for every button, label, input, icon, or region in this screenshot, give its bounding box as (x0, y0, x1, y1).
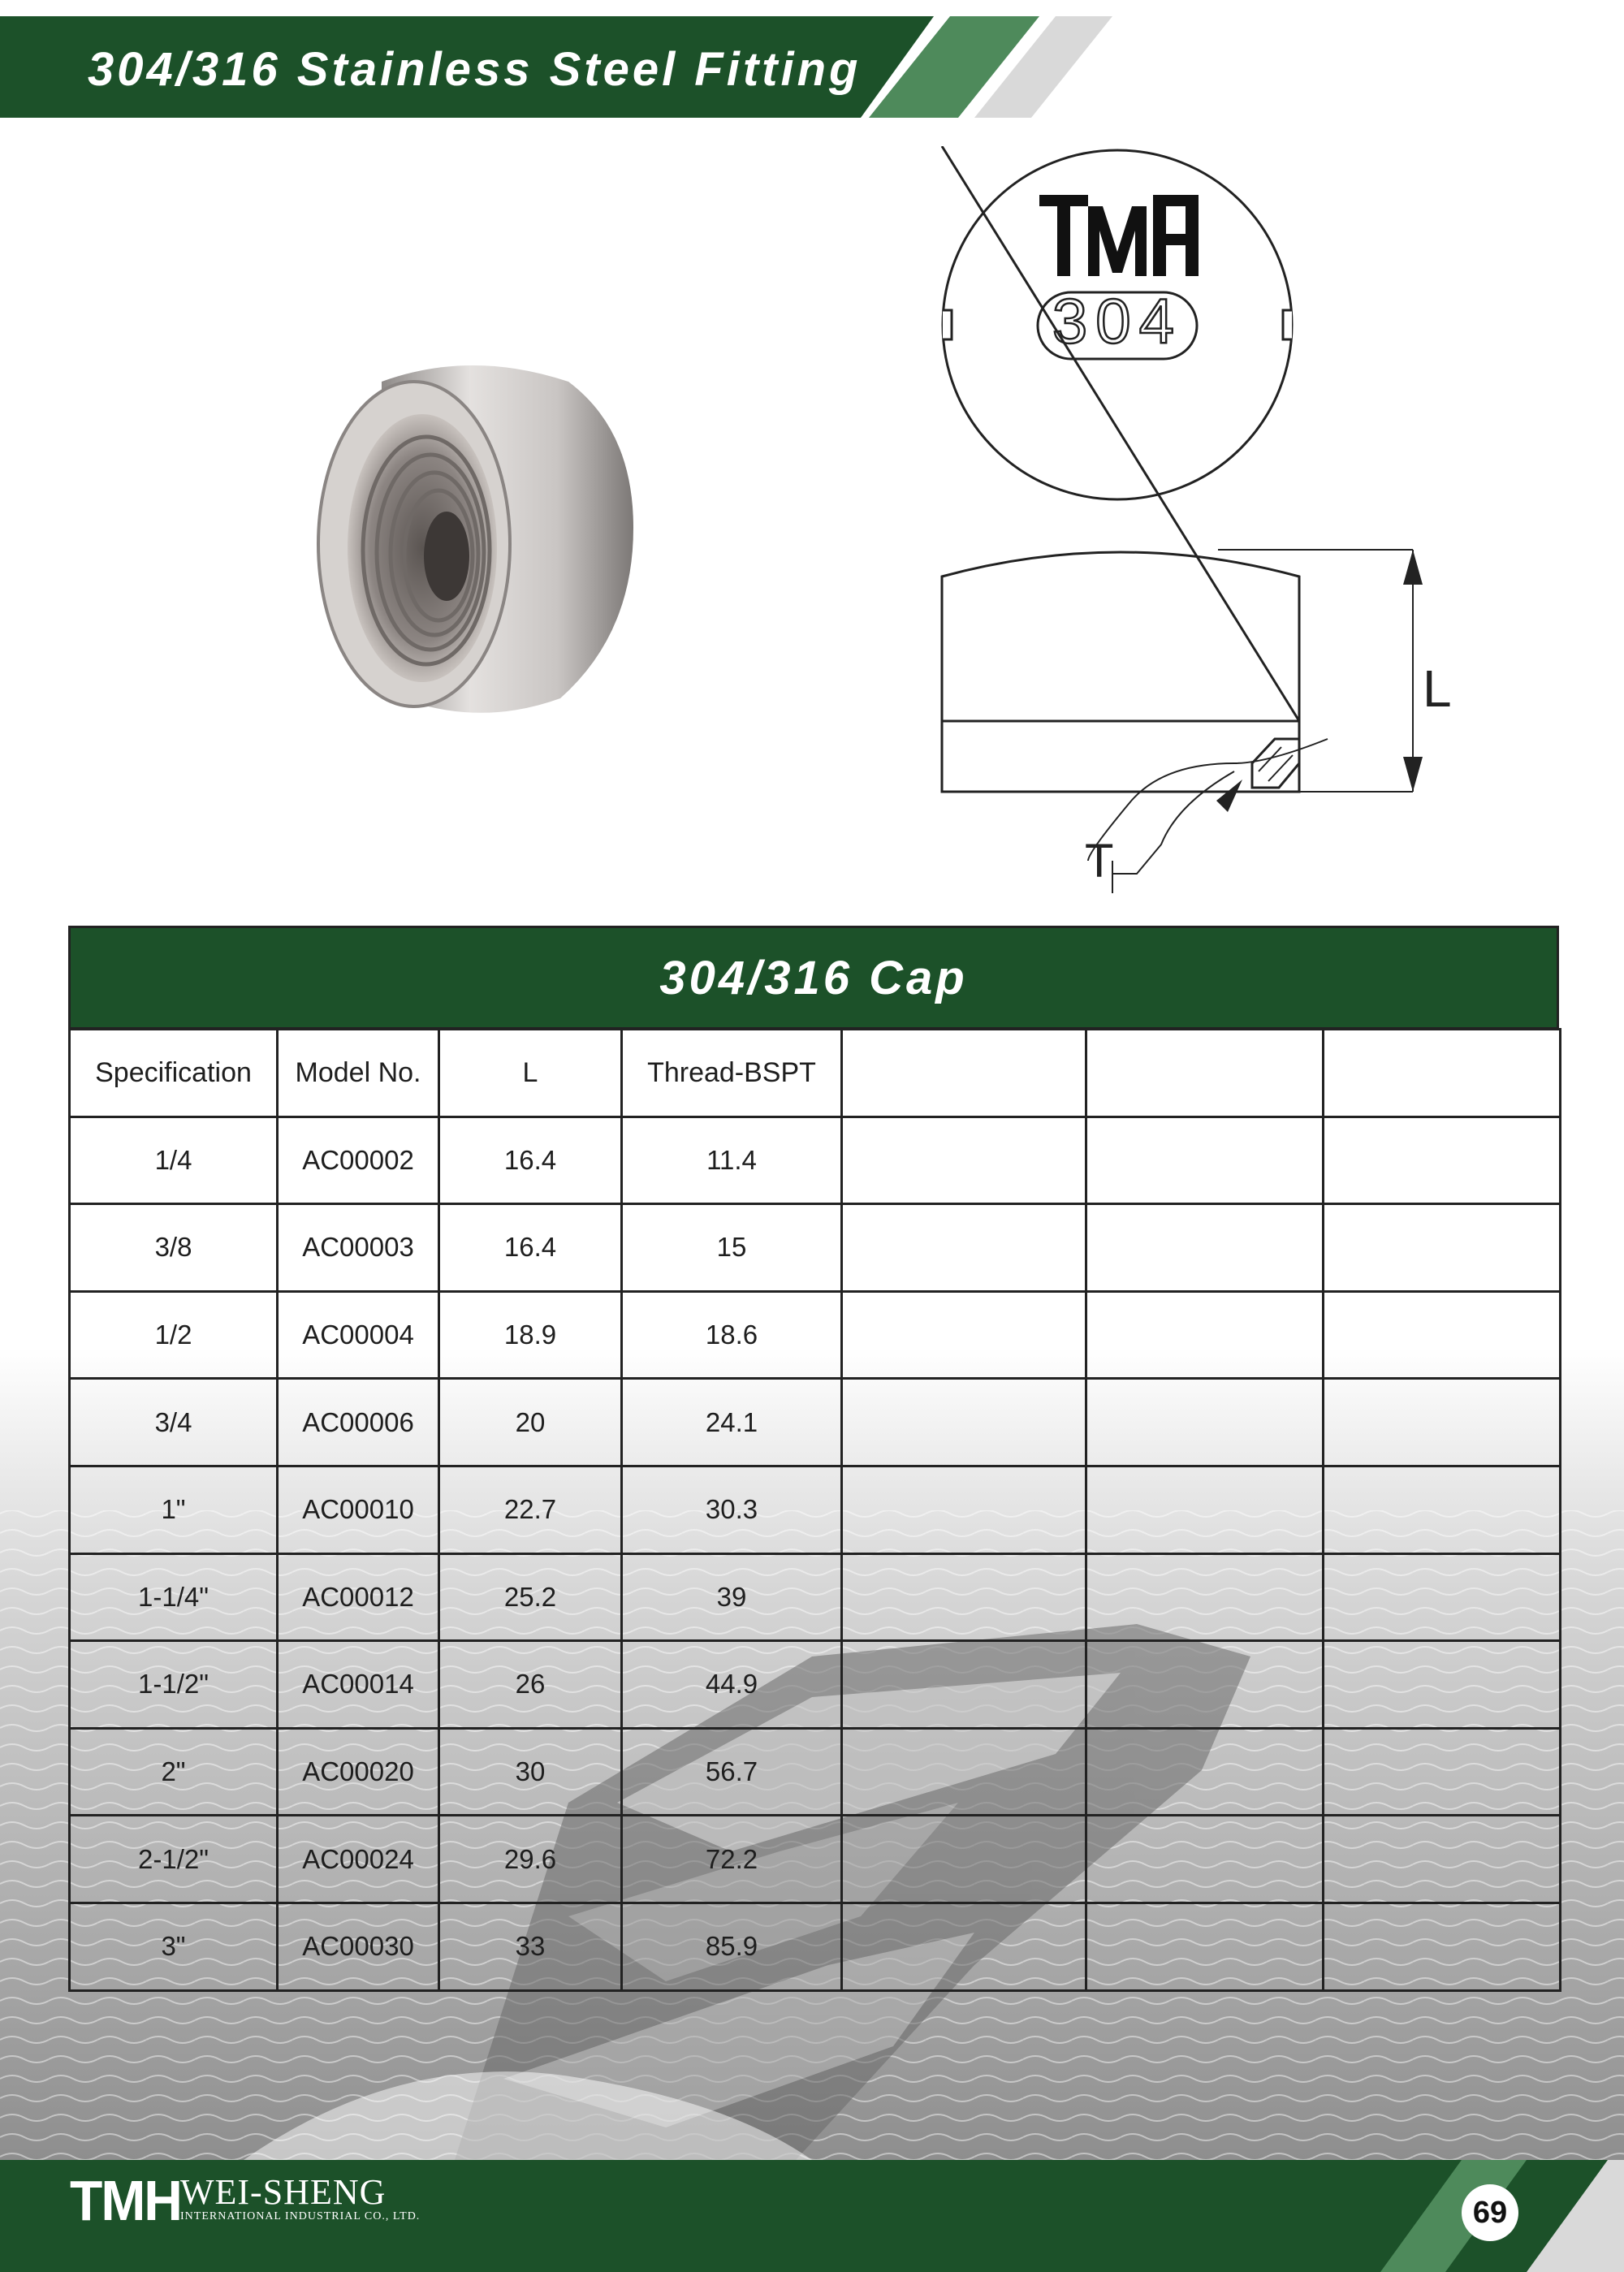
table-cell-empty (1324, 1379, 1561, 1466)
table-cell: 22.7 (439, 1466, 622, 1553)
table-row (70, 1117, 1561, 1204)
table-cell-empty (842, 1291, 1086, 1379)
table-cell-empty (842, 1553, 1086, 1641)
table-cell: 1/2 (70, 1291, 278, 1379)
brand-logo: TMH (70, 2169, 181, 2232)
table-title: 304/316 Cap (68, 926, 1559, 1030)
column-header: Specification (70, 1030, 278, 1117)
column-header: Model No. (278, 1030, 439, 1117)
table-cell-empty (1086, 1816, 1324, 1903)
table-cell: 20 (439, 1379, 622, 1466)
table-cell: 56.7 (622, 1728, 842, 1816)
page-title: 304/316 Stainless Steel Fitting (88, 43, 862, 96)
brand-subtitle: INTERNATIONAL INDUSTRIAL CO., LTD. (180, 2210, 421, 2222)
leader-arrow (1216, 780, 1242, 812)
table-cell-empty (1086, 1117, 1324, 1204)
table-cell-empty (1086, 1903, 1324, 1990)
table-cell-empty (1324, 1553, 1561, 1641)
table-cell-empty (842, 1117, 1086, 1204)
table-cell-empty (1086, 1553, 1324, 1641)
table-cell-empty (842, 1204, 1086, 1292)
table-cell: 1" (70, 1466, 278, 1553)
table-cell: 16.4 (439, 1204, 622, 1292)
column-header: Thread-BSPT (622, 1030, 842, 1117)
table-header-row (70, 1030, 1561, 1117)
table-cell: AC00010 (278, 1466, 439, 1553)
table-row (70, 1291, 1561, 1379)
table-cell: 2" (70, 1728, 278, 1816)
table-cell: 39 (622, 1553, 842, 1641)
table-cell-empty (842, 1379, 1086, 1466)
table-cell: 16.4 (439, 1117, 622, 1204)
table-cell: 18.9 (439, 1291, 622, 1379)
column-header: L (439, 1030, 622, 1117)
table-cell: AC00002 (278, 1117, 439, 1204)
table-row (70, 1903, 1561, 1990)
table-cell-empty (842, 1903, 1086, 1990)
spec-table (68, 1028, 1561, 1992)
table-cell-empty (842, 1466, 1086, 1553)
table-cell-empty (842, 1816, 1086, 1903)
table-cell: 30 (439, 1728, 622, 1816)
table-cell-empty (1086, 1466, 1324, 1553)
dimension-arrow-bottom (1403, 757, 1423, 792)
table-cell: AC00012 (278, 1553, 439, 1641)
table-cell: 15 (622, 1204, 842, 1292)
table-cell: 2-1/2" (70, 1816, 278, 1903)
table-cell-empty (1086, 1728, 1324, 1816)
table-cell-empty (1324, 1903, 1561, 1990)
table-cell: 25.2 (439, 1553, 622, 1641)
table-cell: 29.6 (439, 1816, 622, 1903)
table-cell: 72.2 (622, 1816, 842, 1903)
stamp-grade: 304 (1052, 285, 1183, 356)
table-row (70, 1204, 1561, 1292)
column-header-empty (1086, 1030, 1324, 1117)
table-cell-empty (842, 1641, 1086, 1729)
table-cell-empty (1324, 1466, 1561, 1553)
table-cell: 24.1 (622, 1379, 842, 1466)
table-cell: 85.9 (622, 1903, 842, 1990)
table-cell: 26 (439, 1641, 622, 1729)
brand-name: WEI-SHENG (180, 2172, 387, 2212)
table-cell-empty (1324, 1117, 1561, 1204)
table-row (70, 1553, 1561, 1641)
table-cell: 3/4 (70, 1379, 278, 1466)
side-view-diagram (942, 146, 1413, 893)
table-row (70, 1728, 1561, 1816)
table-cell-empty (1324, 1641, 1561, 1729)
table-cell: AC00014 (278, 1641, 439, 1729)
product-photo-cap (292, 333, 698, 755)
table-cell: 1-1/4" (70, 1553, 278, 1641)
technical-drawing (893, 146, 1478, 909)
table-cell: 11.4 (622, 1117, 842, 1204)
table-cell: AC00004 (278, 1291, 439, 1379)
table-cell: 1-1/2" (70, 1641, 278, 1729)
table-cell-empty (1324, 1204, 1561, 1292)
table-cell-empty (1086, 1204, 1324, 1292)
column-header-empty (1324, 1030, 1561, 1117)
table-row (70, 1816, 1561, 1903)
table-cell-empty (1324, 1728, 1561, 1816)
column-header-empty (842, 1030, 1086, 1117)
table-cell: 1/4 (70, 1117, 278, 1204)
table-row (70, 1466, 1561, 1553)
table-cell: AC00024 (278, 1816, 439, 1903)
table-cell: AC00020 (278, 1728, 439, 1816)
table-cell: AC00030 (278, 1903, 439, 1990)
table-cell-empty (842, 1728, 1086, 1816)
table-cell-empty (1324, 1816, 1561, 1903)
table-cell: 44.9 (622, 1641, 842, 1729)
table-cell: 3/8 (70, 1204, 278, 1292)
table-cell: 18.6 (622, 1291, 842, 1379)
table-row (70, 1379, 1561, 1466)
table-cell-empty (1086, 1641, 1324, 1729)
dimension-length-label: L (1423, 659, 1452, 718)
table-cell-empty (1324, 1291, 1561, 1379)
table-cell: 3" (70, 1903, 278, 1990)
table-cell: AC00003 (278, 1204, 439, 1292)
tmh-stamp-logo (1039, 195, 1199, 276)
table-cell: 30.3 (622, 1466, 842, 1553)
table-cell: 33 (439, 1903, 622, 1990)
dimension-arrow-top (1403, 550, 1423, 585)
table-cell-empty (1086, 1379, 1324, 1466)
table-cell: AC00006 (278, 1379, 439, 1466)
page-number: 69 (1462, 2184, 1518, 2241)
table-row (70, 1641, 1561, 1729)
table-cell-empty (1086, 1291, 1324, 1379)
dimension-thread-label: T (1085, 835, 1114, 888)
